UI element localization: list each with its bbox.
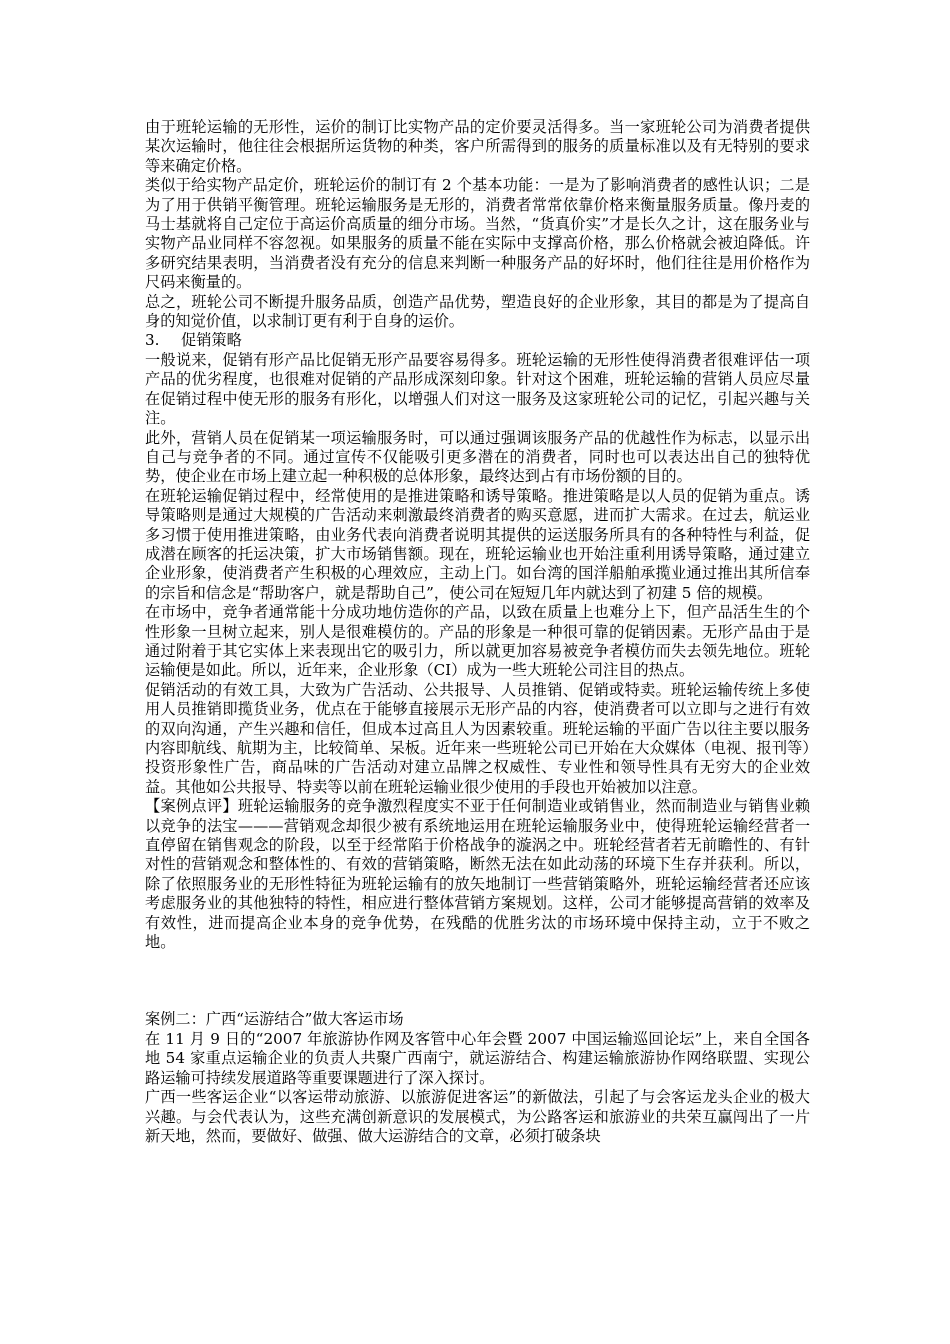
paragraph-freight-pricing: 由于班轮运输的无形性，运价的制订比实物产品的定价要灵活得多。当一家班轮公司为消费者提供某次运输时，他往往会根据所运货物的种类，客户所需得到的服务的质量标准以及有无特别的要求等来确定价格。 (145, 118, 810, 175)
case-two-title: 案例二：广西“运游结合”做大客运市场 (145, 1010, 404, 1029)
section-number: 3. (145, 331, 160, 350)
document-page (145, 118, 810, 1146)
paragraph-pricing-functions: 类似于给实物产品定价，班轮运价的制订有 2 个基本功能：一是为了影响消费者的感性认识；二是为了用于供销平衡管理。班轮运输服务是无形的，消费者常常依靠价格来衡量服务质量。像丹麦的马士基就将自己定位于高运价高质量的细分市场。当然，“货真价实”才是长久之计，这在服务业与实物产品业同样不容忽视。如果服务的质量不能在实际中支撑高价格，那么价格就会被迫降低。许多研究结果表明，当消费者没有充分的信息来判断一种服务产品的好坏时，他们往往是用价格作为尺码来衡量的。 (145, 176, 810, 292)
paragraph-corporate-image: 在市场中，竞争者通常能十分成功地仿造你的产品，以致在质量上也难分上下，但产品活生生的个性形象一旦树立起来，别人是很难模仿的。产品的形象是一种很可靠的促销因素。无形产品由于是通过附着于其它实体上来表现出它的吸引力，所以就更加容易被竞争者模仿而失去领先地位。班轮运输便是如此。所以，近年来，企业形象（CI）成为一些大班轮公司注目的热点。 (145, 603, 810, 680)
paragraph-case-commentary: 【案例点评】班轮运输服务的竞争激烈程度实不亚于任何制造业或销售业，然而制造业与销售业赖以竞争的法宝———营销观念却很少被有系统地运用在班轮运输服务业中，使得班轮运输经营者一直停留在销售观念的阶段，以至于经常陷于价格战争的漩涡之中。班轮经营者若无前瞻性的、有针对性的营销观念和整体性的、有效的营销策略，断然无法在如此动荡的环境下生存并获利。所以，除了依照服务业的无形性特征为班轮运输有的放矢地制订一些营销策略外，班轮运输经营者还应该考虑服务业的其他独特的特性，相应进行整体营销方案规划。这样，公司才能够提高营销的效率及有效性，进而提高企业本身的竞争优势，在残酷的优胜劣汰的市场环境中保持主动，立于不败之地。 (145, 797, 810, 952)
paragraph-push-pull-strategy: 在班轮运输促销过程中，经常使用的是推进策略和诱导策略。推进策略是以人员的促销为重点。诱导策略则是通过大规模的广告活动来刺激最终消费者的购买意愿，进而扩大需求。在过去，航运业多习惯于使用推进策略，由业务代表向消费者说明其提供的运送服务所具有的各种特性与利益，促成潜在顾客的托运决策，扩大市场销售额。现在，班轮运输业也开始注重利用诱导策略，通过建立企业形象，使消费者产生积极的心理效应，主动上门。如台湾的国洋船舶承揽业通过推出其所信奉的宗旨和信念是“帮助客户，就是帮助自己”，使公司在短短几年内就达到了初建 5 倍的规模。 (145, 486, 810, 602)
paragraph-case-two-forum: 在 11 月 9 日的“2007 年旅游协作网及客管中心年会暨 2007 中国运输巡回论坛”上，来自全国各地 54 家重点运输企业的负责人共聚广西南宁，就运游结合、构建运输旅游协作网络联盟、实现公路运输可持续发展道路等重要课题进行了深入探讨。 (145, 1029, 810, 1087)
paragraph-case-two-model: 广西一些客运企业“以客运带动旅游、以旅游促进客运”的新做法，引起了与会客运龙头企业的极大兴趣。与会代表认为，这些充满创新意识的发展模式，为公路客运和旅游业的共荣互赢闯出了一片新天地，然而，要做好、做强、做大运游结合的文章，必须打破条块 (145, 1088, 810, 1145)
paragraph-pricing-summary: 总之，班轮公司不断提升服务品质，创造产品优势，塑造良好的企业形象，其目的都是为了提高自身的知觉价值，以求制订更有利于自身的运价。 (145, 292, 810, 331)
section-gap (145, 952, 810, 1010)
paragraph-promotion-intro: 一般说来，促销有形产品比促销无形产品要容易得多。班轮运输的无形性使得消费者很难评估一项产品的优劣程度，也很难对促销的产品形成深刻印象。针对这个困难，班轮运输的营销人员应尽量在促销过程中使无形的服务有形化，以增强人们对这一服务及这家班轮公司的记忆，引起兴趣与关注。 (145, 350, 810, 428)
section-title: 促销策略 (181, 331, 242, 350)
paragraph-promotion-tools: 促销活动的有效工具，大致为广告活动、公共报导、人员推销、促销或特卖。班轮运输传统上多使用人员推销即揽货业务，优点在于能够直接展示无形产品的内容，使消费者可以立即与之进行有效的双向沟通，产生兴趣和信任，但成本过高且人为因素较重。班轮运输的平面广告以往主要以服务内容即航线、航期为主，比较简单、呆板。近年来一些班轮公司已开始在大众媒体（电视、报刊等）投资形象性广告，商品味的广告活动对建立品牌之权威性、专业性和领导性具有无穷大的企业效益。其他如公共报导、特卖等以前在班轮运输业很少使用的手段也开始被加以注意。 (145, 680, 810, 796)
paragraph-promotion-differentiation: 此外，营销人员在促销某一项运输服务时，可以通过强调该服务产品的优越性作为标志，以显示出自己与竞争者的不同。通过宣传不仅能吸引更多潜在的消费者，同时也可以表达出自己的独特优势，使企业在市场上建立起一种积极的总体形象，最终达到占有市场份额的目的。 (145, 428, 810, 486)
section-heading-promotion (145, 331, 810, 350)
